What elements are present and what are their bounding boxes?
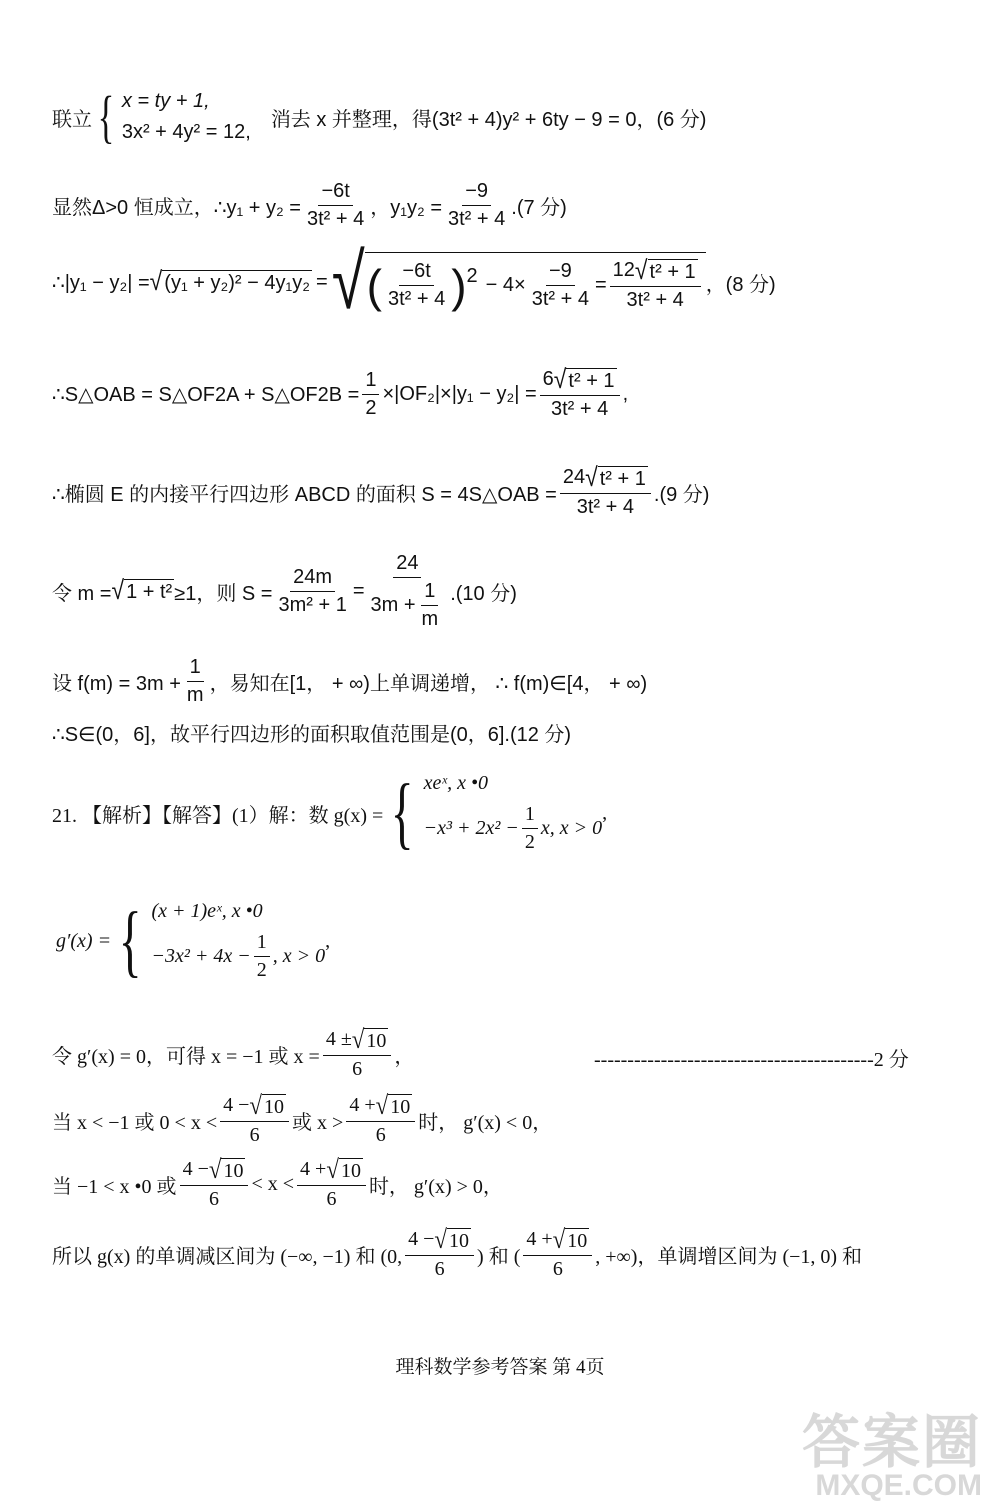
fraction-minus9: $\frac{-9}{\text{3t² + 4}}$ [531,260,589,310]
fraction-root-minus: 4 − √ 10 6 [220,1094,289,1147]
sqrt-expr-2: √ ( $\frac{-6t}{\text{3t² + 4}}$ ) 2 − 4× $\frac{-9}{\text{3t² + 4}}$ = 12 √ t² + 1 3t² + 4 [332,252,706,312]
watermark-url: MXQE.COM [815,1469,982,1502]
watermark-big-text: 答案圈 [801,1410,982,1475]
piecewise-g: { xeˣ, x •0 −x³ + 2x² − $\frac{1}{2}$ x, x > 0 [390,769,603,857]
fraction-result: 12 √ t² + 1 3t² + 4 [610,259,701,312]
eliminate-text: 消去 x 并整理，得(3t² + 4)y² + 6ty − 9 = 0，(6 分) [270,108,707,131]
eq-line-10: g′(x) = { (x + 1)eˣ, x •0 −3x² + 4x − $\frac{1}{2}$ , x > 0 , [56,897,331,985]
eq-line-9: 21. 【解析】【解答】(1）解：数 g(x) = { xeˣ, x •0 −x³ + 2x² − $\frac{1}{2}$ x, x > 0 , [52,769,608,857]
inner-fraction: $\frac{-6t}{\text{3t² + 4}}$ [387,260,446,310]
eq-line-13: 当 −1 < x •0 或 4 − √ 10 6 < x < 4 + √ 10 6 时， g′(x) > 0， [52,1154,503,1210]
eq-line-1 [52,84,707,149]
fraction-root-plus: 4 + √ 10 6 [346,1094,415,1147]
eq-line-14: 所以 g(x) 的单调减区间为 (−∞, −1) 和 (0, 4 − √ 10 6 ) 和 ( 4 + √ 10 6 , +∞)，单调增区间为 (−1, 0) 和 [52,1224,863,1280]
gprime-label: g′(x) = [56,929,112,952]
eq-line-8 [52,718,571,747]
fraction-roots: 4 ± √ 10 6 [323,1028,392,1081]
label-lianli: 联立 [52,108,92,131]
sqrt-m: √ 1 + t² [111,574,173,605]
vieta-mid: ，y₁y₂ = [370,197,442,219]
fraction-24m: $\frac{24m}{\text{3m² + 1}}$ [278,566,347,616]
system-of-equations [92,84,251,149]
fraction-area: 6 √ t² + 1 3t² + 4 [540,368,620,421]
piecewise-gprime: { (x + 1)eˣ, x •0 −3x² + 4x − $\frac{1}{2}$ , x > 0 [118,897,326,985]
eq-line-5 [52,461,710,519]
fraction-parallelogram-area: 24 √ t² + 1 3t² + 4 [560,466,651,519]
ellipse-area-start: ∴椭圆 E 的内接平行四边形 ABCD 的面积 S = 4S△OAB = [52,484,557,506]
fraction-24-over: 24 3m + $\frac{1}{m}$ [370,552,439,630]
case-1: x = ty + 1, [121,90,210,112]
score-9: .(9 分) [653,484,710,506]
score-dash-2: ------------------------------------------2 分 [594,1049,909,1071]
area-triangle-start: ∴S△OAB = S△OF2A + S△OF2B = [52,384,360,406]
conclusion-text: ∴S∈(0，6]，故平行四边形的面积取值范围是(0，6].(12 分) [52,724,572,746]
eq-line-11: 令 g′(x) = 0，可得 x = −1 或 x = 4 ± √ 10 6 ， [52,1024,415,1080]
fraction-1-over-m: $\frac{1}{m}$ [186,656,204,706]
eq-line-2 [52,180,567,231]
fraction-root-plus-3: 4 + √ 10 6 [523,1228,592,1281]
eq-line-12: 当 x < −1 或 0 < x < 4 − √ 10 6 或 x > 4 + √ 10 6 时， g′(x) < 0， [52,1090,553,1146]
question-21-start: 21. 【解析】【解答】(1）解：数 g(x) = [52,804,384,827]
page-footer: 理科数学参考答案 第 4页 [395,1357,605,1378]
fraction-product: $\frac{-9}{\text{3t² + 4}}$ [448,180,506,230]
vieta-start: 显然Δ>0 恒成立，∴y₁ + y₂ = [52,197,301,219]
eq-line-3: ∴|y₁ − y₂| = √ (y₁ + y₂)² − 4y₁y₂ = √ ( $\frac{-6t}{\text{3t² + 4}}$ ) 2 − 4× $\frac{-9}{\text{3t² + 4}}$ = 12 √ t² + 1 3t² + 4 ，(8 分) [52,237,776,325]
fraction-sum: $\frac{-6t}{\text{3t² + 4}}$ [306,180,365,230]
score-7: .(7 分) [511,197,567,219]
left-brace: { [97,84,115,149]
fraction-half: $\frac{1}{2}$ [362,369,379,420]
score-8: ，(8 分) [705,273,776,296]
score-10: .(10 分) [450,583,517,605]
eq-line-6: 令 m = √ 1 + t² ≥1，则 S = $\frac{24m}{\text{3m² + 1}}$ = 24 3m + $\frac{1}{m}$ .(10 分) [52,552,517,630]
case-2: 3x² + 4y² = 12, [121,121,251,143]
fraction-root-plus-2: 4 + √ 10 6 [297,1158,366,1211]
fraction-root-minus-3: 4 − √ 10 6 [405,1228,474,1281]
fraction-root-minus-2: 4 − √ 10 6 [180,1158,249,1211]
eq-line-7: 设 f(m) = 3m + $\frac{1}{m}$ ，易知在[1， + ∞)上单调递增， ∴ f(m)∈[4， + ∞) [52,656,648,706]
sqrt-expr-1: √ (y₁ + y₂)² − 4y₁y₂ [149,265,310,296]
abs-diff-start: ∴|y₁ − y₂| = [52,271,150,294]
eq-line-4: ∴S△OAB = S△OF2A + S△OF2B = $\frac{1}{2}$ ×|OF₂|×|y₁ − y₂| = 6 √ t² + 1 3t² + 4 , [52,363,629,420]
watermark-logo [802,1395,982,1503]
